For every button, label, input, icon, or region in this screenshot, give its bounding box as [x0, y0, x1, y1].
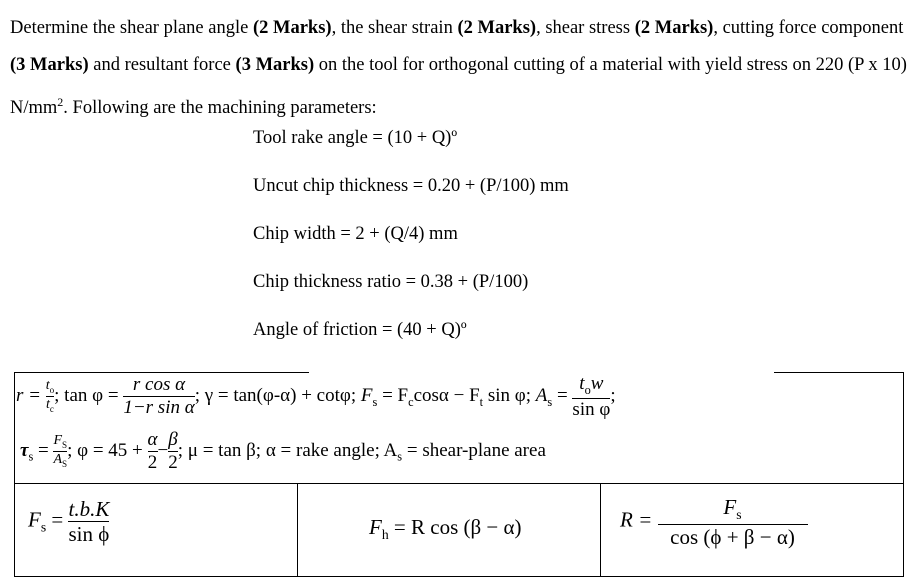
formula-text: ; γ = tan(φ-α) + cotφ; — [194, 385, 357, 407]
numerator: t — [579, 373, 585, 394]
border-line — [14, 483, 904, 484]
subscript: h — [381, 527, 389, 543]
denominator: 2 — [168, 451, 178, 473]
formula-text: ; μ = tan β; α = rake angle; A — [177, 439, 398, 461]
numerator: w — [590, 373, 604, 394]
marks-label: (2 Marks) — [252, 18, 332, 38]
numerator: α — [147, 429, 158, 450]
subscript: s — [397, 449, 403, 464]
formula-row-1 — [16, 374, 616, 420]
fraction — [168, 430, 178, 473]
formula-text: − — [157, 439, 169, 461]
question-text-part: , shear stress — [536, 18, 635, 38]
denominator: sin ϕ — [68, 522, 110, 547]
denominator: sin φ — [572, 398, 611, 420]
question-text-part: . Following are the machining parameters: — [63, 98, 377, 119]
fraction — [53, 434, 67, 470]
question-text-part: , the shear strain — [331, 18, 458, 38]
fraction — [658, 496, 808, 548]
subscript: o — [49, 384, 55, 395]
formula-text: ; φ = 45 + — [67, 439, 143, 461]
formula-text: = — [552, 385, 568, 407]
denominator: A — [53, 451, 63, 467]
formula-shear-force — [28, 498, 109, 545]
formula-row-2 — [20, 430, 546, 473]
border-line — [903, 372, 904, 576]
param-friction-angle: Angle of friction = (40 + Q)º — [253, 320, 467, 340]
question-text-part: and resultant force — [88, 55, 236, 75]
border-line — [297, 483, 298, 576]
numerator: r cos α — [132, 374, 186, 396]
border-line — [14, 372, 309, 373]
question-paragraph — [10, 10, 910, 127]
formula-text: = F — [377, 385, 409, 407]
superscript: 2 — [57, 95, 64, 109]
formula-text: ; — [610, 385, 616, 407]
subscript: S — [62, 458, 68, 469]
marks-label: (3 Marks) — [235, 55, 315, 75]
subscript: s — [736, 507, 742, 523]
denominator: 2 — [147, 451, 158, 473]
border-line — [774, 372, 904, 373]
fraction — [123, 375, 194, 418]
formula-text: r = — [16, 385, 41, 407]
fraction — [68, 498, 109, 545]
param-chip-thickness-ratio: Chip thickness ratio = 0.38 + (P/100) — [253, 272, 529, 292]
subscript: o — [584, 382, 591, 397]
subscript: t — [479, 395, 484, 409]
formula-text: = R cos (β − α) — [388, 515, 522, 539]
formula-text: ; tan φ = — [54, 385, 119, 407]
formula-text: τ — [20, 439, 29, 461]
border-line — [14, 372, 15, 576]
subscript: S — [62, 439, 68, 450]
question-text-part: , cutting force component — [713, 18, 904, 38]
marks-label: (2 Marks) — [634, 18, 714, 38]
denominator: t — [45, 397, 50, 413]
border-line — [14, 576, 904, 577]
numerator: t.b.K — [68, 497, 110, 521]
subscript: s — [28, 449, 34, 464]
param-uncut-chip-thickness: Uncut chip thickness = 0.20 + (P/100) mm — [253, 176, 569, 196]
border-line — [600, 483, 601, 576]
formula-text: sin φ; — [483, 385, 532, 407]
denominator: cos (ϕ + β − α) — [670, 524, 795, 549]
fraction — [46, 379, 54, 415]
marks-label: (2 Marks) — [457, 18, 537, 38]
fraction — [148, 430, 158, 473]
question-text-part: on the tool for orthogonal cutting of a material with yield stress on 220 (P x 10) N/mm — [10, 55, 907, 119]
formula-sheet — [14, 372, 904, 578]
formula-text: cosα − F — [413, 385, 480, 407]
param-chip-width: Chip width = 2 + (Q/4) mm — [253, 224, 458, 244]
subscript: s — [372, 395, 378, 409]
formula-text: A — [535, 385, 548, 407]
subscript: c — [408, 395, 414, 409]
numerator: β — [168, 429, 178, 450]
formula-resultant-force — [620, 496, 808, 548]
denominator: 1−r sin α — [123, 397, 195, 419]
formula-text: F — [28, 507, 41, 532]
formula-text: = — [33, 439, 49, 461]
formula-text: R = — [620, 507, 653, 532]
formula-text: = — [46, 507, 64, 532]
subscript: s — [547, 395, 553, 409]
question-text — [10, 10, 910, 127]
formula-text: = shear-plane area — [402, 439, 546, 461]
question-text-part: Determine the shear plane angle — [10, 18, 253, 38]
numerator: F — [723, 495, 737, 519]
formula-text: F — [369, 515, 382, 539]
param-rake-angle: Tool rake angle = (10 + Q)º — [253, 128, 458, 148]
numerator: F — [53, 432, 63, 448]
subscript: s — [40, 519, 47, 535]
marks-label: (3 Marks) — [10, 55, 89, 75]
formula-text: F — [360, 385, 373, 407]
formula-horizontal-force — [369, 515, 522, 543]
numerator: t — [45, 378, 50, 393]
fraction — [572, 374, 610, 420]
subscript: c — [49, 404, 54, 415]
